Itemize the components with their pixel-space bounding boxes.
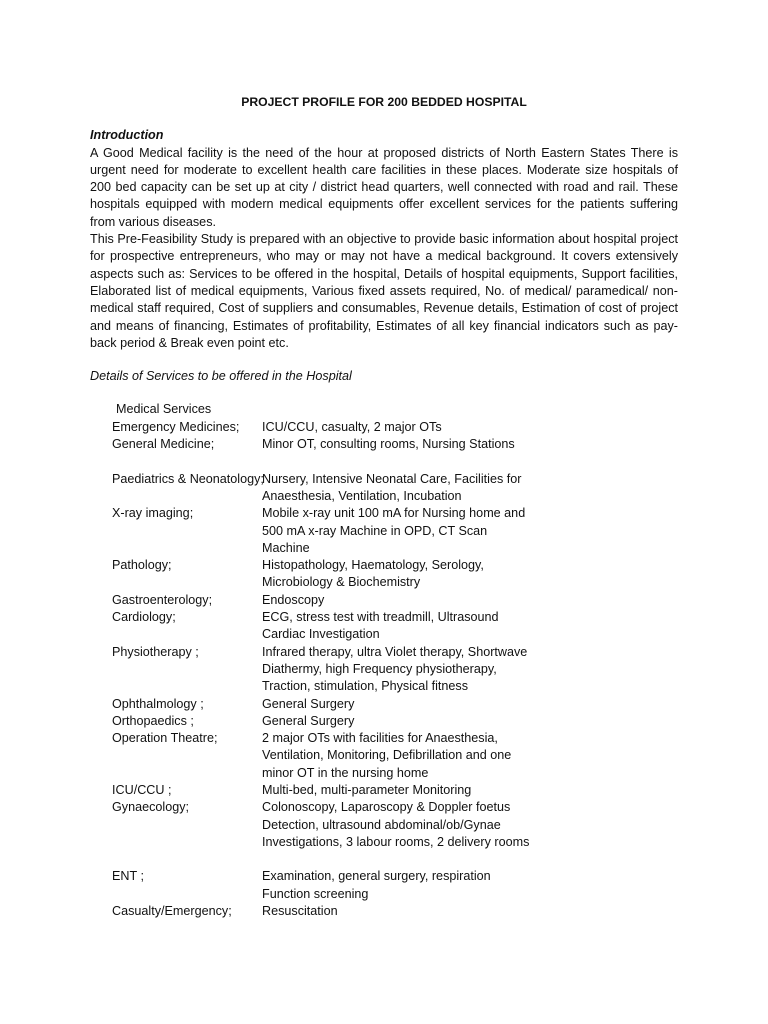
services-list (90, 401, 678, 920)
document-title: PROJECT PROFILE FOR 200 BEDDED HOSPITAL (241, 95, 527, 109)
service-detail-line: Diathermy, high Frequency physiotherapy, (262, 661, 497, 676)
service-row (112, 696, 678, 713)
service-label: Gastroenterology; (112, 592, 213, 607)
service-detail-line: Nursery, Intensive Neonatal Care, Facilities for (262, 471, 522, 486)
service-detail-line: Traction, stimulation, Physical fitness (262, 679, 469, 694)
service-detail-line: Investigations, 3 labour rooms, 2 delivery rooms (262, 834, 530, 849)
service-row (112, 644, 678, 696)
service-row (112, 782, 678, 799)
service-detail (258, 903, 678, 920)
service-detail (258, 730, 678, 782)
service-detail-line: ICU/CCU, casualty, 2 major OTs (262, 419, 442, 434)
service-detail (258, 644, 678, 696)
service-detail-line: Function screening (262, 886, 369, 901)
intro-paragraph-2: This Pre-Feasibility Study is prepared with an objective to provide basic information about hospital project for prospective entrepreneurs, who may or may not have a medical background. It covers extensively aspects such as: Services to be offered in the hospital, Details of hospital equipments, Support facilities, Elaborated list of medical equipments, Various fixed assets required, No. of medical/ paramedical/ non-medical staff required, Cost of suppliers and consumables, Revenue details, Estimation of cost of project and means of financing, Estimates of profitability, Estimates of all key financial indicators such as pay-back period & Break even point etc. (90, 232, 678, 350)
service-label: ICU/CCU ; (112, 782, 172, 797)
service-detail-line: Multi-bed, multi-parameter Monitoring (262, 782, 472, 797)
services-heading: Details of Services to be offered in the Hospital (90, 369, 352, 384)
service-detail (258, 782, 678, 799)
service-label: General Medicine; (112, 437, 215, 452)
service-detail-line: Resuscitation (262, 904, 338, 919)
service-detail (258, 557, 678, 592)
service-detail-line: 500 mA x-ray Machine in OPD, CT Scan (262, 523, 488, 538)
service-detail-line: Cardiac Investigation (262, 627, 380, 642)
service-detail (258, 868, 678, 903)
intro-paragraph-1: A Good Medical facility is the need of the hour at proposed districts of North Eastern States There is urgent need for moderate to excellent health care facilities in these places. Moderate size hospitals of 200 bed capacity can be set up at city / district head quarters, well connected with road and rail. These hospitals equipped with modern medical equipments offer excellent services for the patients suffering from various diseases. (90, 145, 678, 229)
service-detail-line: Infrared therapy, ultra Violet therapy, Shortwave (262, 644, 528, 659)
service-detail (258, 609, 678, 644)
service-label: Cardiology; (112, 610, 176, 625)
service-label: Emergency Medicines; (112, 419, 240, 434)
spacer (112, 453, 678, 470)
service-label: Ophthalmology ; (112, 696, 204, 711)
service-detail-line: ECG, stress test with treadmill, Ultrasound (262, 610, 499, 625)
service-detail-line: Anaesthesia, Ventilation, Incubation (262, 488, 462, 503)
service-detail (258, 799, 678, 851)
service-detail-line: 2 major OTs with facilities for Anaesthesia, (262, 731, 498, 746)
service-detail-line: Detection, ultrasound abdominal/ob/Gynae (262, 817, 501, 832)
service-detail-line: Examination, general surgery, respiration (262, 869, 491, 884)
service-row (112, 903, 678, 920)
service-label: ENT ; (112, 869, 144, 884)
service-detail-line: Ventilation, Monitoring, Defibrillation and one (262, 748, 512, 763)
service-row (112, 505, 678, 557)
service-label: Paediatrics & Neonatology; (112, 471, 264, 486)
medical-services-heading: Medical Services (116, 402, 212, 417)
service-row (112, 609, 678, 644)
service-row (112, 868, 678, 903)
service-detail (258, 436, 678, 453)
spacer (112, 851, 678, 868)
service-row (112, 592, 678, 609)
service-detail-line: Mobile x-ray unit 100 mA for Nursing home and (262, 506, 526, 521)
service-detail (258, 471, 678, 506)
service-row (112, 713, 678, 730)
introduction-heading: Introduction (90, 128, 164, 143)
service-row (112, 799, 678, 851)
service-row (112, 471, 678, 506)
service-detail (258, 592, 678, 609)
service-label: Casualty/Emergency; (112, 904, 232, 919)
service-detail-line: Machine (262, 540, 310, 555)
service-row (112, 557, 678, 592)
service-detail-line: General Surgery (262, 696, 355, 711)
service-detail-line: General Surgery (262, 713, 355, 728)
service-detail-line: Colonoscopy, Laparoscopy & Doppler foetus (262, 800, 511, 815)
service-label: Orthopaedics ; (112, 713, 194, 728)
service-detail-line: Histopathology, Haematology, Serology, (262, 558, 484, 573)
service-detail (258, 713, 678, 730)
service-label: Operation Theatre; (112, 731, 218, 746)
service-detail (258, 419, 678, 436)
service-label: Gynaecology; (112, 800, 190, 815)
service-detail-line: Minor OT, consulting rooms, Nursing Stations (262, 437, 515, 452)
service-detail (258, 696, 678, 713)
service-row (112, 419, 678, 436)
service-label: X-ray imaging; (112, 506, 194, 521)
service-detail-line: Microbiology & Biochemistry (262, 575, 421, 590)
service-label: Pathology; (112, 558, 172, 573)
service-detail-line: minor OT in the nursing home (262, 765, 429, 780)
service-row (112, 436, 678, 453)
service-label: Physiotherapy ; (112, 644, 199, 659)
service-detail (258, 505, 678, 557)
service-row (112, 730, 678, 782)
service-detail-line: Endoscopy (262, 592, 325, 607)
